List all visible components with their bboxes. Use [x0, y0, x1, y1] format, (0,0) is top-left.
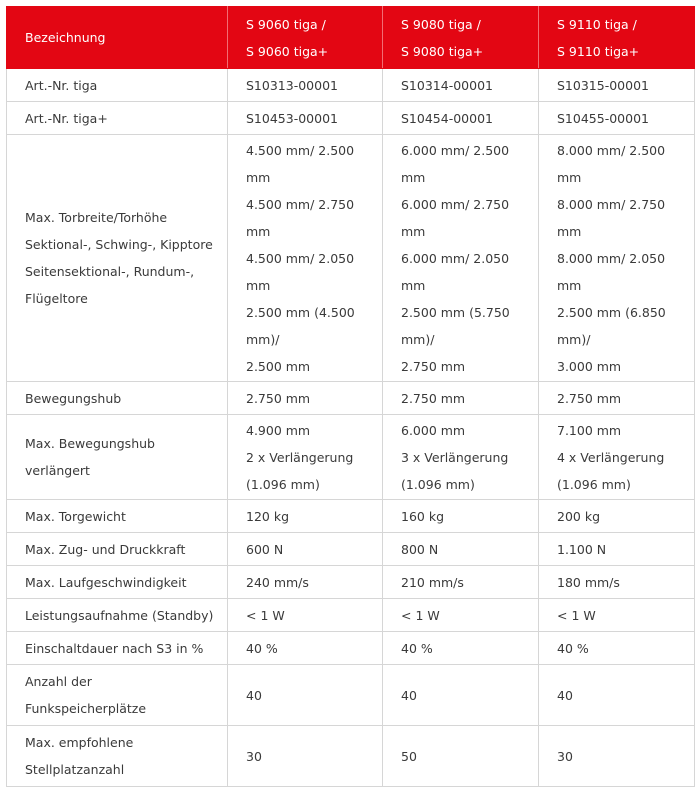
- spec-value-line: 6.000 mm: [401, 422, 466, 438]
- spec-label-line: Max. Laufgeschwindigkeit: [25, 574, 187, 590]
- spec-table-container: [6, 6, 694, 787]
- value-cell-s9110: [539, 566, 695, 599]
- spec-table: [6, 6, 695, 787]
- value-cell-s9060: [228, 665, 383, 726]
- spec-value-line: 40: [557, 687, 573, 703]
- table-row: [7, 69, 695, 102]
- header-model-line: S 9080 tiga /: [401, 16, 481, 32]
- value-cell-s9110: [539, 415, 695, 500]
- spec-label-line: Art.-Nr. tiga: [25, 77, 98, 93]
- spec-value-line: mm: [557, 223, 582, 239]
- spec-label-line: Leistungsaufnahme (Standby): [25, 607, 214, 623]
- spec-label-cell: [7, 69, 228, 102]
- spec-label-line: Sektional-, Schwing-, Kipptore: [25, 237, 213, 252]
- spec-label-line: verlängert: [25, 463, 90, 478]
- spec-value-line: mm)/: [557, 331, 591, 347]
- spec-value-line: S10455-00001: [557, 110, 649, 126]
- value-cell-s9080: [383, 599, 539, 632]
- spec-label-cell: [7, 500, 228, 533]
- table-row: [7, 726, 695, 787]
- value-cell-s9080: [383, 382, 539, 415]
- value-cell-s9110: [539, 135, 695, 382]
- header-model-line: S 9110 tiga+: [557, 43, 640, 59]
- header-bezeichnung: [7, 7, 228, 69]
- header-model-s9060: [228, 7, 383, 69]
- spec-value-line: S10315-00001: [557, 77, 649, 93]
- value-cell-s9060: [228, 69, 383, 102]
- value-cell-s9060: [228, 566, 383, 599]
- spec-label-line: Flügeltore: [25, 291, 88, 306]
- value-cell-s9080: [383, 566, 539, 599]
- value-cell-s9110: [539, 533, 695, 566]
- spec-value-line: mm: [246, 223, 271, 239]
- value-cell-s9080: [383, 726, 539, 787]
- spec-value-line: (1.096 mm): [401, 476, 475, 492]
- table-row: [7, 415, 695, 500]
- spec-value-line: 4 x Verlängerung: [557, 449, 665, 465]
- spec-label-line: Max. empfohlene: [25, 735, 134, 750]
- spec-label-line: Funkspeicherplätze: [25, 701, 147, 716]
- spec-table-body: [7, 69, 695, 787]
- spec-label-cell: [7, 726, 228, 787]
- value-cell-s9060: [228, 415, 383, 500]
- spec-label-cell: [7, 632, 228, 665]
- value-cell-s9110: [539, 69, 695, 102]
- spec-value-line: mm)/: [246, 331, 280, 347]
- spec-value-line: 4.500 mm/ 2.750: [246, 196, 355, 212]
- spec-value-line: 800 N: [401, 541, 439, 557]
- spec-value-line: 2 x Verlängerung: [246, 449, 354, 465]
- value-cell-s9060: [228, 632, 383, 665]
- spec-value-line: (1.096 mm): [557, 476, 631, 492]
- spec-label-line: Max. Torgewicht: [25, 508, 126, 524]
- spec-value-line: S10453-00001: [246, 110, 338, 126]
- spec-value-line: 8.000 mm/ 2.500: [557, 142, 666, 158]
- table-row: [7, 382, 695, 415]
- spec-label-cell: [7, 599, 228, 632]
- spec-value-line: S10454-00001: [401, 110, 493, 126]
- header-bezeichnung-text: Bezeichnung: [25, 30, 106, 45]
- spec-label-cell: [7, 382, 228, 415]
- header-model-line: S 9060 tiga+: [246, 43, 329, 59]
- header-model-s9080: [383, 7, 539, 69]
- value-cell-s9080: [383, 415, 539, 500]
- spec-value-line: 160 kg: [401, 508, 445, 524]
- spec-value-line: 2.500 mm (4.500: [246, 304, 355, 320]
- value-cell-s9080: [383, 665, 539, 726]
- spec-value-line: 3 x Verlängerung: [401, 449, 509, 465]
- table-row: [7, 665, 695, 726]
- spec-value-line: < 1 W: [557, 607, 596, 623]
- spec-value-line: 2.500 mm (5.750: [401, 304, 510, 320]
- spec-value-line: 30: [557, 748, 573, 764]
- value-cell-s9110: [539, 632, 695, 665]
- value-cell-s9080: [383, 135, 539, 382]
- spec-value-line: 40 %: [401, 640, 433, 656]
- spec-value-line: mm: [246, 277, 271, 293]
- value-cell-s9110: [539, 500, 695, 533]
- spec-value-line: 4.500 mm/ 2.500: [246, 142, 355, 158]
- spec-value-line: 50: [401, 748, 417, 764]
- spec-value-line: < 1 W: [401, 607, 440, 623]
- table-row: [7, 102, 695, 135]
- value-cell-s9110: [539, 102, 695, 135]
- spec-value-line: 2.750 mm: [401, 390, 466, 406]
- spec-label-line: Anzahl der: [25, 674, 92, 689]
- spec-label-line: Max. Torbreite/Torhöhe: [25, 210, 168, 225]
- spec-value-line: 4.500 mm/ 2.050: [246, 250, 355, 266]
- spec-label-cell: [7, 566, 228, 599]
- spec-value-line: 2.500 mm (6.850: [557, 304, 666, 320]
- value-cell-s9110: [539, 382, 695, 415]
- value-cell-s9080: [383, 500, 539, 533]
- spec-value-line: 180 mm/s: [557, 574, 620, 590]
- spec-label-cell: [7, 415, 228, 500]
- value-cell-s9110: [539, 665, 695, 726]
- spec-value-line: 200 kg: [557, 508, 601, 524]
- spec-label-line: Max. Bewegungshub: [25, 436, 155, 451]
- spec-value-line: 6.000 mm/ 2.500: [401, 142, 510, 158]
- spec-value-line: mm: [401, 223, 426, 239]
- spec-value-line: mm: [246, 169, 271, 185]
- value-cell-s9060: [228, 382, 383, 415]
- spec-value-line: 210 mm/s: [401, 574, 464, 590]
- table-row: [7, 566, 695, 599]
- spec-value-line: 8.000 mm/ 2.750: [557, 196, 666, 212]
- spec-value-line: 4.900 mm: [246, 422, 311, 438]
- spec-value-line: 7.100 mm: [557, 422, 622, 438]
- spec-value-line: 3.000 mm: [557, 358, 622, 374]
- value-cell-s9060: [228, 726, 383, 787]
- spec-value-line: S10314-00001: [401, 77, 493, 93]
- spec-table-header: [7, 7, 695, 69]
- value-cell-s9080: [383, 102, 539, 135]
- header-model-s9110: [539, 7, 695, 69]
- value-cell-s9110: [539, 726, 695, 787]
- spec-label-line: Bewegungshub: [25, 390, 122, 406]
- spec-value-line: 40: [401, 687, 417, 703]
- value-cell-s9080: [383, 632, 539, 665]
- table-row: [7, 533, 695, 566]
- spec-label-cell: [7, 135, 228, 382]
- table-row: [7, 500, 695, 533]
- table-row: [7, 599, 695, 632]
- spec-label-line: Seitensektional-, Rundum-,: [25, 264, 195, 279]
- table-row: [7, 632, 695, 665]
- spec-value-line: 30: [246, 748, 262, 764]
- spec-value-line: 40 %: [246, 640, 278, 656]
- spec-value-line: 1.100 N: [557, 541, 607, 557]
- value-cell-s9110: [539, 599, 695, 632]
- table-row: [7, 135, 695, 382]
- spec-value-line: S10313-00001: [246, 77, 338, 93]
- spec-label-line: Einschaltdauer nach S3 in %: [25, 640, 204, 656]
- spec-value-line: 2.750 mm: [557, 390, 622, 406]
- spec-value-line: 120 kg: [246, 508, 290, 524]
- spec-label-line: Stellplatzanzahl: [25, 762, 125, 777]
- value-cell-s9080: [383, 69, 539, 102]
- spec-value-line: (1.096 mm): [246, 476, 320, 492]
- value-cell-s9060: [228, 599, 383, 632]
- spec-value-line: 6.000 mm/ 2.750: [401, 196, 510, 212]
- spec-value-line: 40 %: [557, 640, 589, 656]
- value-cell-s9060: [228, 102, 383, 135]
- spec-value-line: 40: [246, 687, 262, 703]
- value-cell-s9080: [383, 533, 539, 566]
- spec-label-line: Art.-Nr. tiga+: [25, 110, 108, 126]
- spec-value-line: 2.500 mm: [246, 358, 311, 374]
- spec-value-line: 6.000 mm/ 2.050: [401, 250, 510, 266]
- spec-value-line: < 1 W: [246, 607, 285, 623]
- value-cell-s9060: [228, 500, 383, 533]
- spec-value-line: 2.750 mm: [401, 358, 466, 374]
- spec-value-line: mm: [401, 277, 426, 293]
- spec-value-line: mm: [557, 169, 582, 185]
- spec-value-line: 240 mm/s: [246, 574, 309, 590]
- spec-label-cell: [7, 102, 228, 135]
- spec-value-line: mm: [401, 169, 426, 185]
- spec-label-cell: [7, 533, 228, 566]
- spec-value-line: 2.750 mm: [246, 390, 311, 406]
- header-model-line: S 9110 tiga /: [557, 16, 637, 32]
- header-model-line: S 9060 tiga /: [246, 16, 326, 32]
- header-model-line: S 9080 tiga+: [401, 43, 484, 59]
- value-cell-s9060: [228, 533, 383, 566]
- spec-label-line: Max. Zug- und Druckkraft: [25, 541, 186, 557]
- spec-label-cell: [7, 665, 228, 726]
- header-row: [7, 7, 695, 69]
- value-cell-s9060: [228, 135, 383, 382]
- spec-value-line: mm: [557, 277, 582, 293]
- spec-value-line: mm)/: [401, 331, 435, 347]
- spec-value-line: 600 N: [246, 541, 284, 557]
- spec-value-line: 8.000 mm/ 2.050: [557, 250, 666, 266]
